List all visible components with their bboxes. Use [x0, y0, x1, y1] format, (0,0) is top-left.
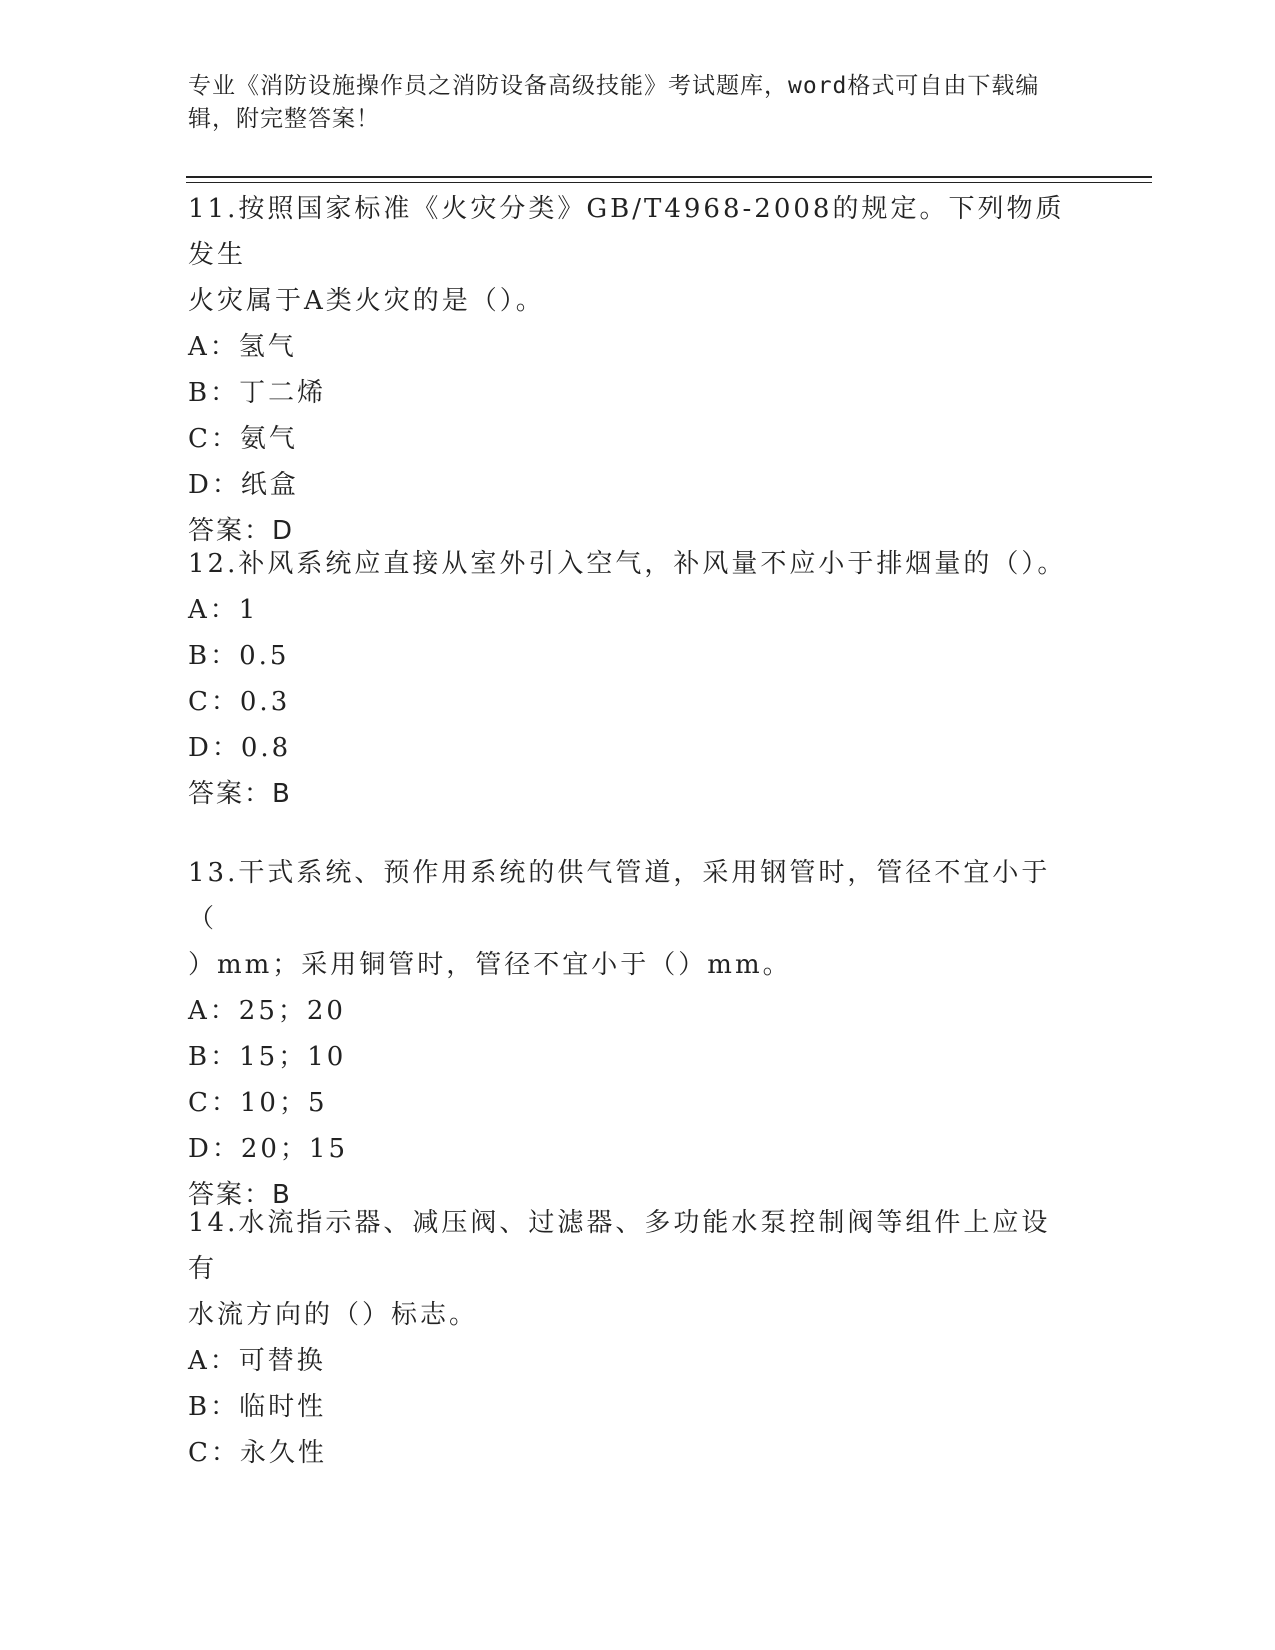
option-c: C：0.3: [188, 687, 291, 717]
question-13: [188, 850, 1068, 1218]
header-divider-thin: [186, 182, 1152, 183]
option-d: D：0.8: [188, 733, 292, 763]
answer-line: 答案：B: [188, 1180, 292, 1210]
option-c: C：10；5: [188, 1088, 328, 1118]
question-text: ）mm；采用铜管时，管径不宜小于（）mm。: [188, 950, 792, 980]
option-d: D：纸盒: [188, 470, 299, 500]
answer-line: 答案：B: [188, 779, 292, 809]
question-text: 水流方向的（）标志。: [188, 1300, 479, 1330]
question-11: [188, 186, 1068, 554]
header-line-2: 辑，附完整答案！: [188, 106, 380, 132]
question-text: 11.按照国家标准《火灾分类》GB/T4968-2008的规定。下列物质发生: [188, 194, 1065, 270]
option-b: B：临时性: [188, 1392, 327, 1422]
header-divider-thick: [186, 176, 1152, 178]
document-header: [188, 70, 1068, 136]
question-14: [188, 1200, 1068, 1476]
option-a: A：氢气: [188, 332, 297, 362]
option-a: A：1: [188, 595, 259, 625]
option-d: D：20；15: [188, 1134, 349, 1164]
question-12: [188, 541, 1068, 817]
question-text: 火灾属于A类火灾的是（）。: [188, 286, 545, 316]
option-c: C：永久性: [188, 1438, 327, 1468]
question-text: 14.水流指示器、减压阀、过滤器、多功能水泵控制阀等组件上应设有: [188, 1208, 1051, 1284]
question-text: 13.干式系统、预作用系统的供气管道，采用钢管时，管径不宜小于（: [188, 858, 1051, 934]
option-a: A：可替换: [188, 1346, 326, 1376]
question-text: 12.补风系统应直接从室外引入空气，补风量不应小于排烟量的（）。: [188, 549, 1067, 579]
option-b: B：丁二烯: [188, 378, 327, 408]
option-b: B：0.5: [188, 641, 290, 671]
answer-line: 答案：D: [188, 516, 295, 546]
option-a: A：25；20: [188, 996, 346, 1026]
option-c: C：氨气: [188, 424, 298, 454]
option-b: B：15；10: [188, 1042, 347, 1072]
header-line-1: 专业《消防设施操作员之消防设备高级技能》考试题库，word格式可自由下载编: [188, 73, 1040, 99]
